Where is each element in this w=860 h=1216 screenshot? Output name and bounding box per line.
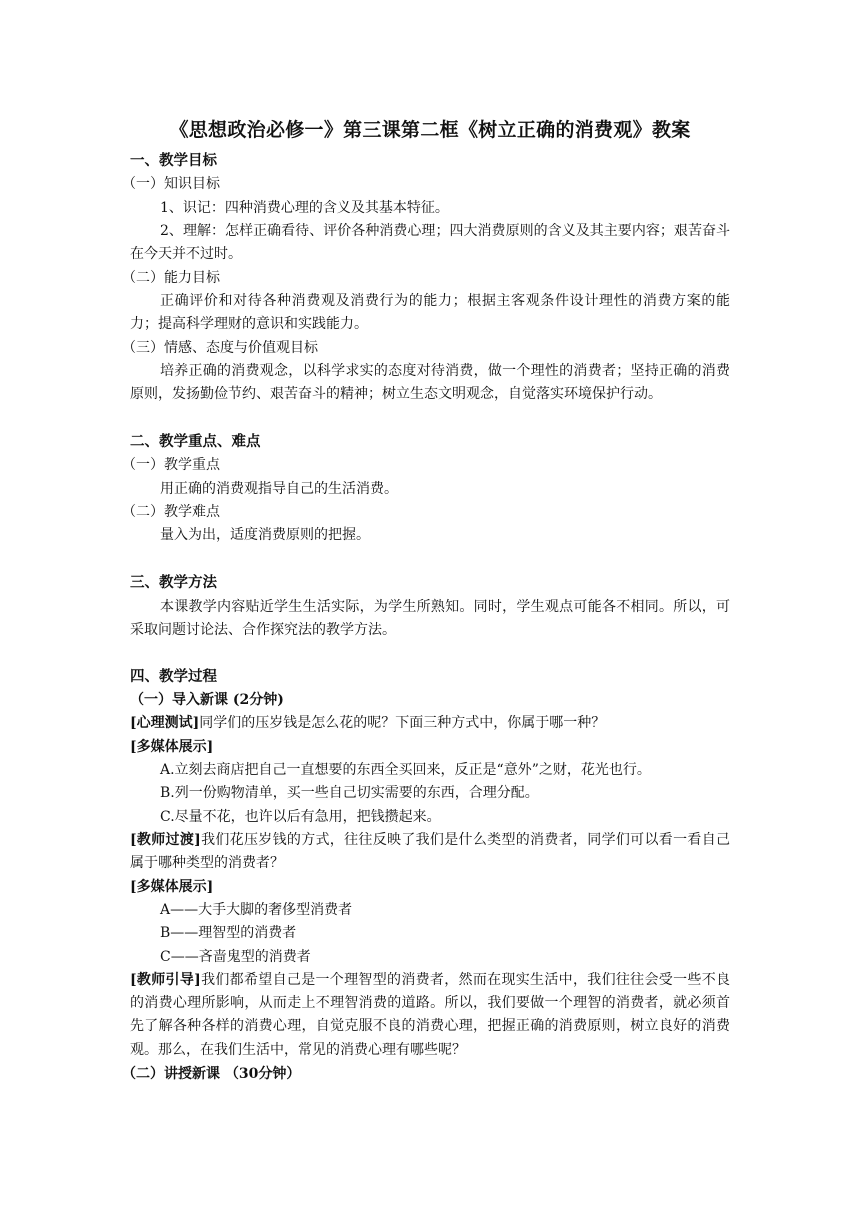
subheading-ability: （二）能力目标 <box>122 270 220 286</box>
section-heading-process: 四、教学过程 <box>130 668 217 685</box>
option-a: A.立刻去商店把自己一直想要的东西全买回来，反正是“意外”之财，花光也行。 <box>160 762 651 778</box>
type-a: A——大手大脚的奢侈型消费者 <box>160 902 353 918</box>
subheading-values: （三）情感、态度与价值观目标 <box>122 340 318 356</box>
subheading-knowledge: （一）知识目标 <box>122 176 220 192</box>
subheading-new-lesson: （二）讲授新课 （30分钟） <box>122 1066 301 1082</box>
section-heading-focus: 二、教学重点、难点 <box>130 433 261 450</box>
ability-paragraph: 正确评价和对待各种消费观及消费行为的能力；根据主客观条件设计理性的消费方案的能力；提高科学理财的意识和实践能力。 <box>130 293 730 333</box>
focus-paragraph: 用正确的消费观指导自己的生活消费。 <box>160 481 398 497</box>
option-b: B.列一份购物清单，买一些自己切实需要的东西，合理分配。 <box>160 785 539 801</box>
document-title: 《思想政治必修一》第三课第二框《树立正确的消费观》教案 <box>169 119 691 141</box>
values-paragraph: 培养正确的消费观念，以科学求实的态度对待消费，做一个理性的消费者；坚持正确的消费原则，发扬勤俭节约、艰苦奋斗的精神；树立生态文明观念，自觉落实环境保护行动。 <box>130 363 730 403</box>
teacher-transition-text: 我们花压岁钱的方式，往往反映了我们是什么类型的消费者，同学们可以看一看自己属于哪种类型的消费者？ <box>130 832 730 872</box>
type-c: C——吝啬鬼型的消费者 <box>160 949 311 965</box>
teacher-guide-paragraph <box>130 969 730 1062</box>
psych-test-line <box>130 712 730 734</box>
tag-psych-test: [心理测试] <box>130 715 200 731</box>
psych-test-text: 同学们的压岁钱是怎么花的呢？下面三种方式中，你属于哪一种？ <box>199 715 606 731</box>
type-b: B——理智型的消费者 <box>160 925 297 941</box>
teacher-transition-paragraph <box>130 829 730 875</box>
tag-multimedia-1: [多媒体展示] <box>130 739 214 755</box>
subheading-intro: （一）导入新课 (2分钟) <box>130 692 284 708</box>
option-c: C.尽量不花，也许以后有急用，把钱攒起来。 <box>160 809 441 825</box>
tag-teacher-transition: [教师过渡] <box>130 832 201 848</box>
section-heading-method: 三、教学方法 <box>130 574 217 591</box>
knowledge-item-1: 1、识记：四种消费心理的含义及其基本特征。 <box>160 200 449 216</box>
subheading-difficulty: （二）教学难点 <box>122 504 220 520</box>
method-paragraph: 本课教学内容贴近学生生活实际，为学生所熟知。同时，学生观点可能各不相同。所以，可采取问题讨论法、合作探究法的教学方法。 <box>130 599 730 639</box>
difficulty-paragraph: 量入为出，适度消费原则的把握。 <box>160 527 370 543</box>
teacher-guide-text: 我们都希望自己是一个理智型的消费者，然而在现实生活中，我们往往会受一些不良的消费心理所影响，从而走上不理智消费的道路。所以，我们要做一个理智的消费者，就必须首先了解各种各样的消费心理，自觉克服不良的消费心理，把握正确的消费原则，树立良好的消费观。那么，在我们生活中，常见的消费心理有哪些呢？ <box>130 972 730 1058</box>
subheading-focus: （一）教学重点 <box>122 457 220 473</box>
section-heading-objectives: 一、教学目标 <box>130 152 217 169</box>
knowledge-item-2: 2、理解：怎样正确看待、评价各种消费心理；四大消费原则的含义及其主要内容；艰苦奋斗在今天并不过时。 <box>130 223 730 263</box>
tag-multimedia-2: [多媒体展示] <box>130 879 214 895</box>
tag-teacher-guide: [教师引导] <box>130 972 201 988</box>
